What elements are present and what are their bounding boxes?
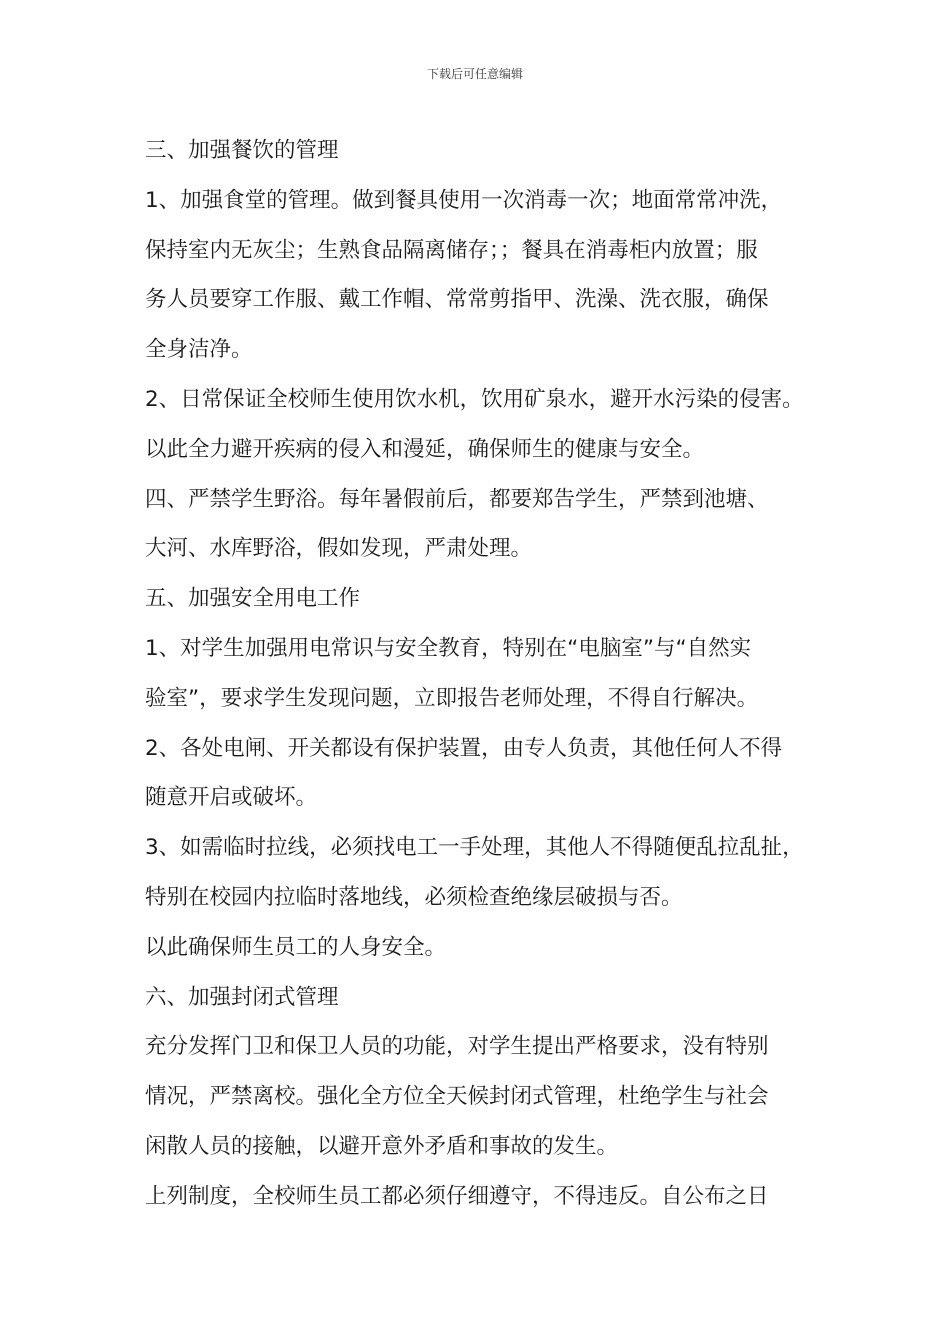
text-line: 上列制度，全校师生员工都必须仔细遵守，不得违反。自公布之日 <box>145 1183 769 1209</box>
text-line: 3、如需临时拉线，必须找电工一手处理，其他人不得随便乱拉乱扯， <box>145 835 804 861</box>
page-header: 下载后可任意编辑 <box>426 67 523 81</box>
text-line: 大河、水库野浴，假如发现，严肃处理。 <box>145 536 533 562</box>
text-line: 1、对学生加强用电常识与安全教育，特别在“电脑室”与“自然实 <box>145 635 752 661</box>
section-heading-electricity: 五、加强安全用电工作 <box>145 586 361 612</box>
text-line: 充分发挥门卫和保卫人员的功能，对学生提出严格要求，没有特别 <box>145 1034 769 1060</box>
text-line: 全身洁净。 <box>145 337 253 363</box>
text-line: 验室”，要求学生发现问题，立即报告老师处理，不得自行解决。 <box>145 685 759 711</box>
text-line: 2、各处电闸、开关都设有保护装置，由专人负责，其他任何人不得 <box>145 735 783 761</box>
text-line: 以此确保师生员工的人身安全。 <box>145 934 447 960</box>
section-heading-swimming: 四、严禁学生野浴。每年暑假前后，都要郑告学生，严禁到池塘、 <box>145 486 769 512</box>
section-heading-closed-management: 六、加强封闭式管理 <box>145 984 339 1010</box>
text-line: 2、日常保证全校师生使用饮水机，饮用矿泉水，避开水污染的侵害。 <box>145 386 804 412</box>
text-line: 闲散人员的接触，以避开意外矛盾和事故的发生。 <box>145 1133 619 1159</box>
text-line: 情况，严禁离校。强化全方位全天候封闭式管理，杜绝学生与社会 <box>145 1084 769 1110</box>
text-line: 以此全力避开疾病的侵入和漫延，确保师生的健康与安全。 <box>145 436 705 462</box>
text-line: 特别在校园内拉临时落地线，必须检查绝缘层破损与否。 <box>145 884 683 910</box>
section-heading-catering: 三、加强餐饮的管理 <box>145 138 339 163</box>
document-body <box>145 126 825 1222</box>
text-line: 1、加强食堂的管理。做到餐具使用一次消毒一次；地面常常冲洗， <box>145 187 783 213</box>
text-line: 务人员要穿工作服、戴工作帽、常常剪指甲、洗澡、洗衣服，确保 <box>145 287 769 313</box>
text-line: 保持室内无灰尘；生熟食品隔离储存；；餐具在消毒柜内放置；服 <box>145 237 758 263</box>
text-line: 随意开启或破坏。 <box>145 785 318 811</box>
